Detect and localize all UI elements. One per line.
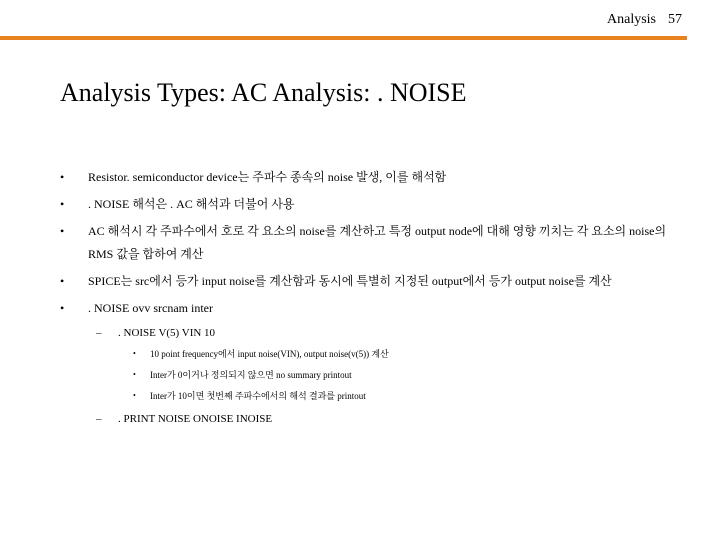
- bullet-icon: •: [133, 370, 136, 379]
- bullet-text: SPICE는 src에서 등가 input noise를 계산함과 동시에 특별히 지정된 output에서 등가 output noise를 계산: [88, 274, 612, 288]
- bullet-text: AC 해석시 각 주파수에서 호로 각 요소의 noise를 계산하고 특정 output node에 대해 영향 끼치는 각 요소의 noise의 RMS 값을 합하여 계산: [88, 224, 667, 261]
- sub-item-text: . PRINT NOISE ONOISE INOISE: [118, 413, 273, 425]
- slide-header: [607, 12, 682, 28]
- bullet-icon: •: [133, 349, 136, 358]
- bullet-icon: •: [60, 274, 65, 288]
- sub-sub-item: [60, 389, 680, 403]
- bullet-icon: •: [60, 197, 65, 211]
- bullet-item: [60, 270, 680, 293]
- page-number: 57: [668, 12, 682, 27]
- sub-sub-item-text: 10 point frequency에서 input noise(VIN), output noise(v(5)) 계산: [150, 349, 389, 359]
- sub-sub-item: [60, 347, 680, 361]
- bullet-text: . NOISE ovv srcnam inter: [88, 301, 213, 315]
- bullet-text: Resistor. semiconductor device는 주파수 종속의 noise 발생, 이를 해석함: [88, 170, 447, 184]
- sub-item: [60, 324, 680, 342]
- sub-item: [60, 410, 680, 428]
- sub-item-text: . NOISE V(5) VIN 10: [118, 327, 216, 339]
- bullet-item: [60, 193, 680, 216]
- dash-icon: –: [96, 327, 102, 339]
- bullet-item: [60, 297, 680, 428]
- slide-title: Analysis Types: AC Analysis: . NOISE: [60, 78, 467, 107]
- header-label: Analysis: [607, 12, 656, 27]
- bullet-icon: •: [60, 301, 65, 315]
- dash-icon: –: [96, 413, 102, 425]
- sub-sub-item: [60, 368, 680, 382]
- bullet-icon: •: [60, 224, 65, 238]
- bullet-icon: •: [60, 170, 65, 184]
- bullet-list: [60, 166, 680, 432]
- header-divider: [0, 36, 687, 40]
- sub-sub-item-text: Inter가 10이면 첫번째 주파수에서의 해석 결과를 printout: [150, 391, 366, 401]
- bullet-text: . NOISE 해석은 . AC 해석과 더불어 사용: [88, 197, 295, 211]
- bullet-item: [60, 166, 680, 189]
- sub-sub-item-text: Inter가 0이거나 정의되지 않으면 no summary printout: [150, 370, 352, 380]
- bullet-item: [60, 220, 680, 266]
- bullet-icon: •: [133, 391, 136, 400]
